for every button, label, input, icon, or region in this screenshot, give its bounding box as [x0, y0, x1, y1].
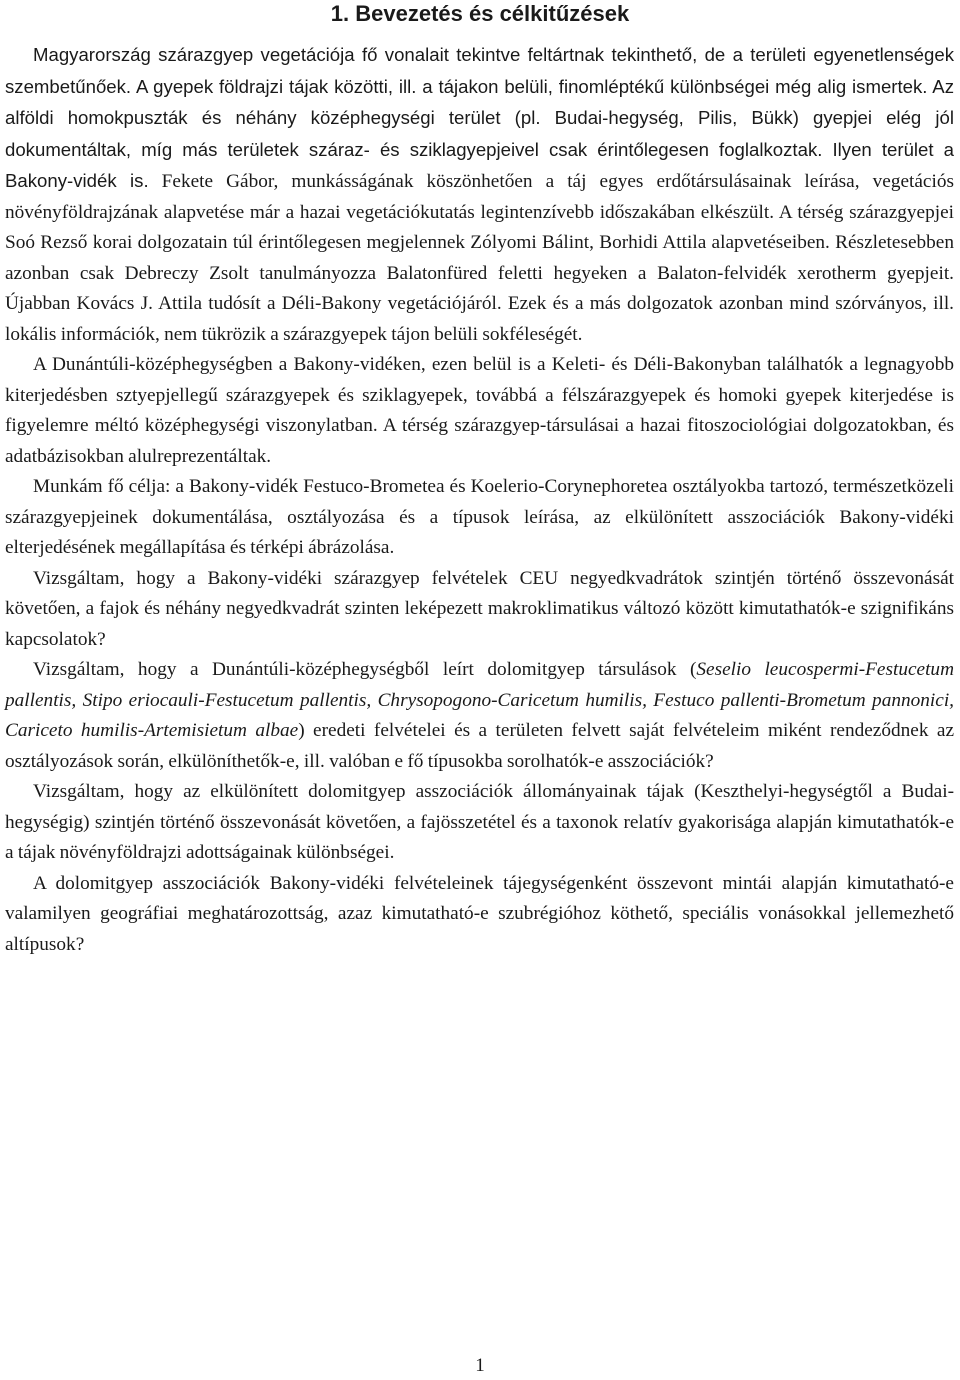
paragraph-main-goal: Munkám fő célja: a Bakony-vidék Festuco-Brometea és Koelerio-Corynephoretea osztályokba tartozó, természetközeli szárazgyepjeinek dokumentálása, osztályozása és a típusok leírása, az elkülönített asszociációk Bakony-vidéki elterjedésének megállapítása és térképi ábrázolása.: [5, 476, 954, 558]
paragraph-question-landscapes: Vizsgáltam, hogy az elkülönített dolomitgyep asszociációk állományainak tájak (Keszthelyi-hegységtől a Budai-hegységig) szintjén történő összevonását követően, a fajösszetétel és a taxonok relatív gyakorisága alapján kimutathatók-e a tájak növényföldrajzi adottságainak különbségei.: [5, 781, 954, 863]
text-segment: Vizsgáltam, hogy a Dunántúli-középhegységből leírt dolomitgyep társulások (: [33, 659, 697, 680]
text-segment: -: [858, 659, 866, 680]
paragraph-intro: [5, 40, 954, 350]
species-name: Brometum pannonici, Cariceto humilis: [5, 689, 954, 741]
page-title: 1. Bevezetés és célkitűzések: [330, 1, 630, 26]
species-name: Seselio leucospermi: [696, 659, 859, 680]
paragraph-bakony: A Dunántúli-középhegységben a Bakony-vidéken, ezen belül is a Keleti- és Déli-Bakonyban találhatók a legnagyobb kiterjedésben sztyepjellegű szárazgyepek és sziklagyepek, továbbá a félszárazgyepek és homoki gyepek kiterjedése is figyelemre méltó középhegységi viszonylatban. A térség szárazgyep-társulásai a hazai fitoszociológiai dolgozatokban, és adatbázisokban alulreprezentáltak.: [5, 354, 954, 467]
page-number: 1: [475, 1355, 485, 1376]
paragraph-intro-serif-text: Fekete Gábor, munkásságának köszönhetően a táj egyes erdőtársulásainak leírása, vegetációs növényföldrajzának alapvetése már a hazai vegetációkutatás legintenzívebb időszakában elkészült. A térség szárazgyepjei Soó Rezső korai dolgozatain túl érintőlegesen megjelennek Zólyomi Bálint, Borhidi Attila alapvetéseiben. Részletesebben azonban csak Debreczy Zsolt tanulmányozza Balatonfüred feletti hegyeken a Balaton-felvidék xerotherm gyepjeit. Újabban Kovács J. Attila tudósít a Déli-Bakony vegetációjáról. Ezek és a más dolgozatok azonban mind szórványos, ill. lokális információk, nem tükrözik a szárazgyepek tájon belüli sokféleségét.: [5, 171, 954, 345]
text-segment: -: [779, 689, 787, 711]
document-body: [5, 40, 954, 960]
text-segment: -: [198, 689, 205, 711]
text-segment: -: [137, 720, 145, 741]
species-name: Festucetum pallentis, Stipo eriocauli: [5, 659, 954, 711]
paragraph-question-dolomite: [5, 655, 954, 777]
species-name: Artemisietum albae: [144, 720, 299, 741]
paragraph-intro-sans-text: Magyarország szárazgyep vegetációja fő vonalait tekintve feltártnak tekinthető, de a területi egyenetlenségek szembetűnőek. A gyepek földrajzi tájak közötti, ill. a tájakon belüli, finomléptékű különbségei még alig ismertek. Az alföldi homokpuszták és néhány középhegységi terület (pl. Budai-hegység, Pilis, Bükk) gyepjei elég jól dokumentáltak, míg más területek száraz- és sziklagyepjeivel csak érintőlegesen foglalkoztak. Ilyen terület a Bakony-vidék is.: [5, 44, 954, 191]
species-name: Festucetum pallentis, Chrysopogono-Caricetum humilis, Festuco pallenti: [204, 689, 780, 711]
paragraph-question-ceu: Vizsgáltam, hogy a Bakony-vidéki szárazgyep felvételek CEU negyedkvadrátok szintjén történő összevonását követően, a fajok és néhány negyedkvadrát szinten leképezett makroklimatikus változó között kimutathatók-e szignifikáns kapcsolatok?: [5, 567, 954, 650]
paragraph-question-subregion: A dolomitgyep asszociációk Bakony-vidéki felvételeinek tájegységenként összevont mintái alapján kimutatható-e valamilyen geográfiai meghatározottság, azaz kimutatható-e szubrégióhoz köthető, speciális vonásokkal jellemezhető altípusok?: [5, 872, 954, 955]
text-segment: ) eredeti felvételei és a területen felvett saját felvételeim miként rendeződnek az osztályozások során, elkülöníthetők-e, ill. valóban e fő típusokba sorolhatók-e asszociációk?: [5, 720, 954, 772]
